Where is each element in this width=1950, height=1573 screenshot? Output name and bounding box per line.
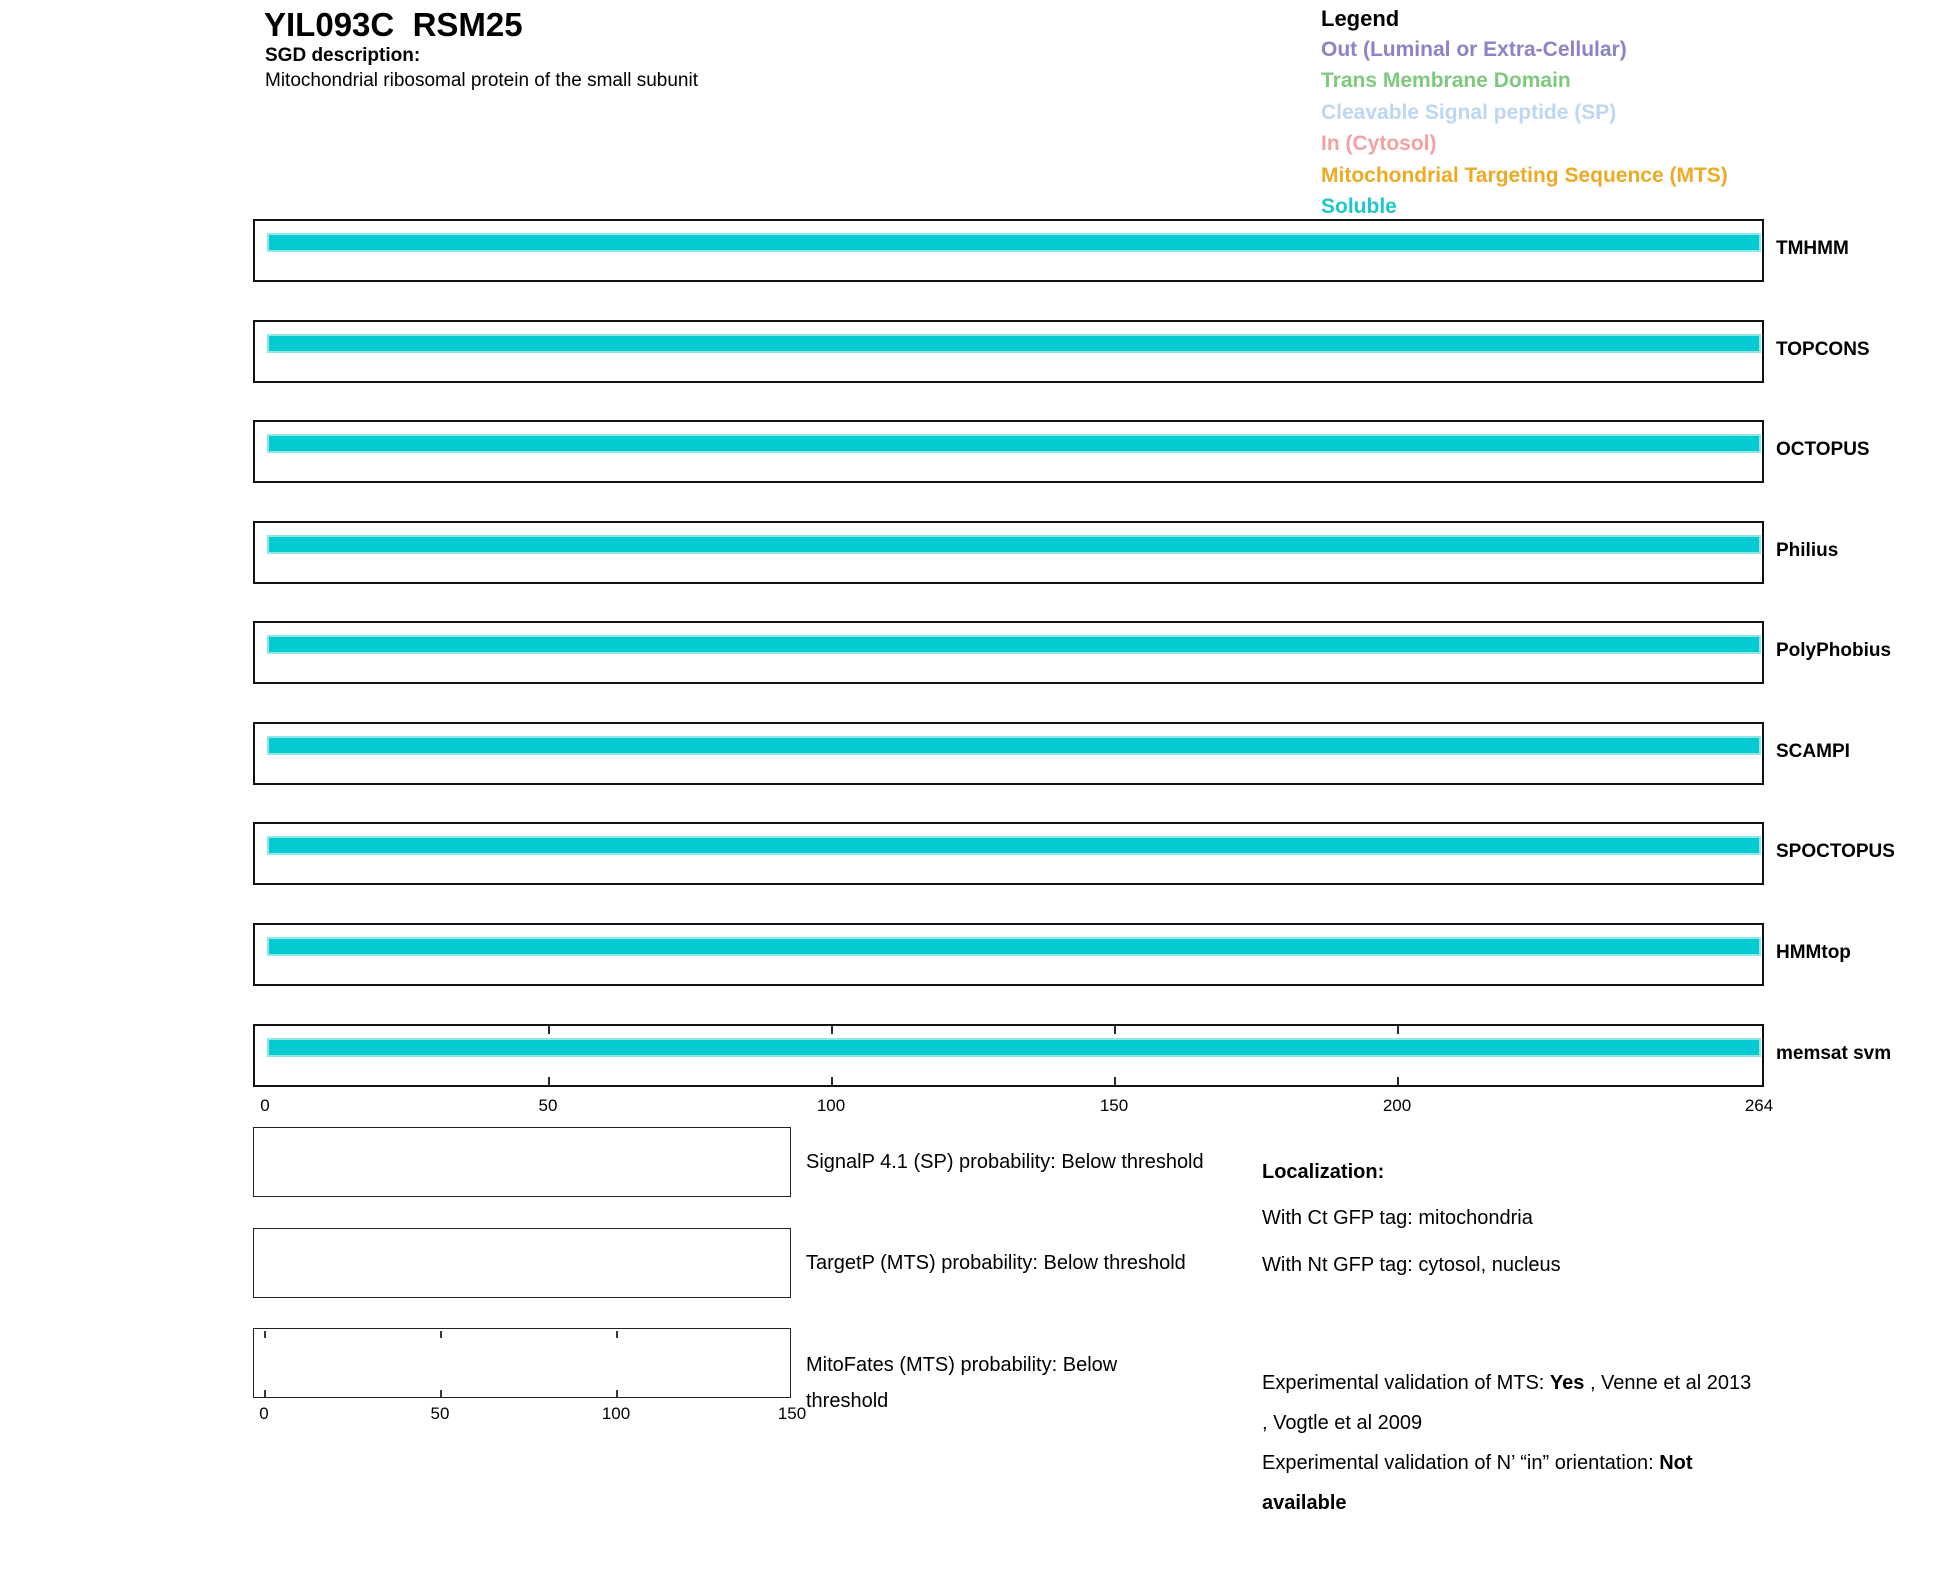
axis-tick-mark [1397, 1077, 1399, 1085]
track-plot-memsat-svm [253, 1024, 1764, 1087]
soluble-region-bar [267, 736, 1761, 755]
localization-ct-gfp: With Ct GFP tag: mitochondria [1262, 1207, 1533, 1229]
legend-item-out: Out (Luminal or Extra-Cellular) [1321, 38, 1627, 61]
mts-validation-line2: , Vogtle et al 2009 [1262, 1412, 1423, 1434]
track-plot-topcons [253, 320, 1764, 383]
axis-tick-mark [264, 1390, 266, 1397]
soluble-region-bar [267, 434, 1761, 453]
axis-tick-label: 100 [816, 1096, 846, 1115]
axis-tick-mark [1114, 1077, 1116, 1085]
mts-validation-value: Yes [1549, 1372, 1585, 1394]
axis-tick-mark [616, 1331, 618, 1338]
axis-tick-label: 0 [260, 1096, 270, 1115]
axis-tick-mark [831, 1026, 833, 1034]
track-label-hmmtop: HMMtop [1776, 942, 1851, 963]
track-label-spoctopus: SPOCTOPUS [1776, 841, 1895, 862]
track-memsat-svm [253, 1024, 1950, 1087]
soluble-region-bar [267, 937, 1761, 956]
track-octopus [253, 420, 1950, 483]
legend-item-in: In (Cytosol) [1321, 132, 1437, 156]
localization-heading: Localization: [1262, 1161, 1385, 1183]
track-plot-scampi [253, 722, 1764, 785]
track-spoctopus [253, 822, 1950, 885]
soluble-region-bar [267, 233, 1761, 252]
track-label-tmhmm: TMHMM [1776, 238, 1849, 259]
legend-item-mts: Mitochondrial Targeting Sequence (MTS) [1321, 163, 1728, 187]
axis-tick-label: 150 [777, 1404, 807, 1423]
orientation-validation-line1: Experimental validation of N’ “in” orientation: Not [1262, 1452, 1693, 1474]
mts-validation-line1: Experimental validation of MTS: Yes , Venne et al 2013 [1262, 1372, 1752, 1394]
axis-tick-mark [548, 1077, 550, 1085]
track-label-topcons: TOPCONS [1776, 339, 1870, 360]
track-hmmtop [253, 923, 1950, 986]
axis-tick-mark [1397, 1026, 1399, 1034]
axis-tick-mark [440, 1390, 442, 1397]
legend-title: Legend [1321, 6, 1400, 31]
signalp-status-label: SignalP 4.1 (SP) probability: Below threshold [806, 1151, 1204, 1173]
legend-item-sp: Cleavable Signal peptide (SP) [1321, 100, 1617, 124]
legend [1321, 4, 1728, 222]
track-plot-hmmtop [253, 923, 1764, 986]
track-philius [253, 521, 1950, 584]
axis-tick-mark [1114, 1026, 1116, 1034]
axis-tick-label: 100 [601, 1404, 631, 1423]
track-plot-polyphobius [253, 621, 1764, 684]
soluble-region-bar [267, 836, 1761, 855]
soluble-region-bar [267, 635, 1761, 654]
track-plot-octopus [253, 420, 1764, 483]
localization-nt-gfp: With Nt GFP tag: cytosol, nucleus [1262, 1254, 1561, 1276]
axis-tick-mark [616, 1390, 618, 1397]
track-topcons [253, 320, 1950, 383]
axis-tick-label: 0 [259, 1404, 269, 1423]
track-tmhmm [253, 219, 1950, 282]
signalp-probability-plot [253, 1127, 791, 1197]
orientation-validation-line2: available [1262, 1492, 1347, 1514]
sgd-description-label: SGD description: [265, 45, 421, 66]
targetp-status-label: TargetP (MTS) probability: Below threshold [806, 1252, 1186, 1274]
orientation-validation-value: Not [1659, 1452, 1693, 1474]
axis-tick-label: 50 [538, 1096, 558, 1115]
track-label-octopus: OCTOPUS [1776, 439, 1870, 460]
axis-tick-label: 150 [1099, 1096, 1129, 1115]
track-plot-philius [253, 521, 1764, 584]
axis-tick-label: 50 [430, 1404, 450, 1423]
track-label-polyphobius: PolyPhobius [1776, 640, 1892, 661]
soluble-region-bar [267, 535, 1761, 554]
legend-item-tmd: Trans Membrane Domain [1321, 69, 1571, 93]
page-title: YIL093C RSM25 [264, 6, 523, 43]
targetp-probability-plot [253, 1228, 791, 1298]
track-label-scampi: SCAMPI [1776, 741, 1850, 762]
track-polyphobius [253, 621, 1950, 684]
soluble-region-bar [267, 334, 1761, 353]
track-label-memsat-svm: memsat svm [1776, 1043, 1892, 1064]
sgd-description-text: Mitochondrial ribosomal protein of the small subunit [265, 70, 698, 91]
axis-tick-mark [548, 1026, 550, 1034]
axis-tick-mark [440, 1331, 442, 1338]
axis-tick-label: 264 [1744, 1096, 1774, 1115]
track-scampi [253, 722, 1950, 785]
track-plot-tmhmm [253, 219, 1764, 282]
track-label-philius: Philius [1776, 540, 1839, 561]
track-plot-spoctopus [253, 822, 1764, 885]
mitofates-probability-plot [253, 1328, 791, 1398]
axis-tick-mark [264, 1331, 266, 1338]
mitofates-status-label: MitoFates (MTS) probability: Below threshold [806, 1354, 1118, 1412]
axis-tick-label: 200 [1382, 1096, 1412, 1115]
soluble-region-bar [267, 1038, 1761, 1057]
experimental-validation-block [1262, 1363, 1922, 1523]
legend-item-soluble: Soluble [1321, 195, 1397, 219]
axis-tick-mark [831, 1077, 833, 1085]
